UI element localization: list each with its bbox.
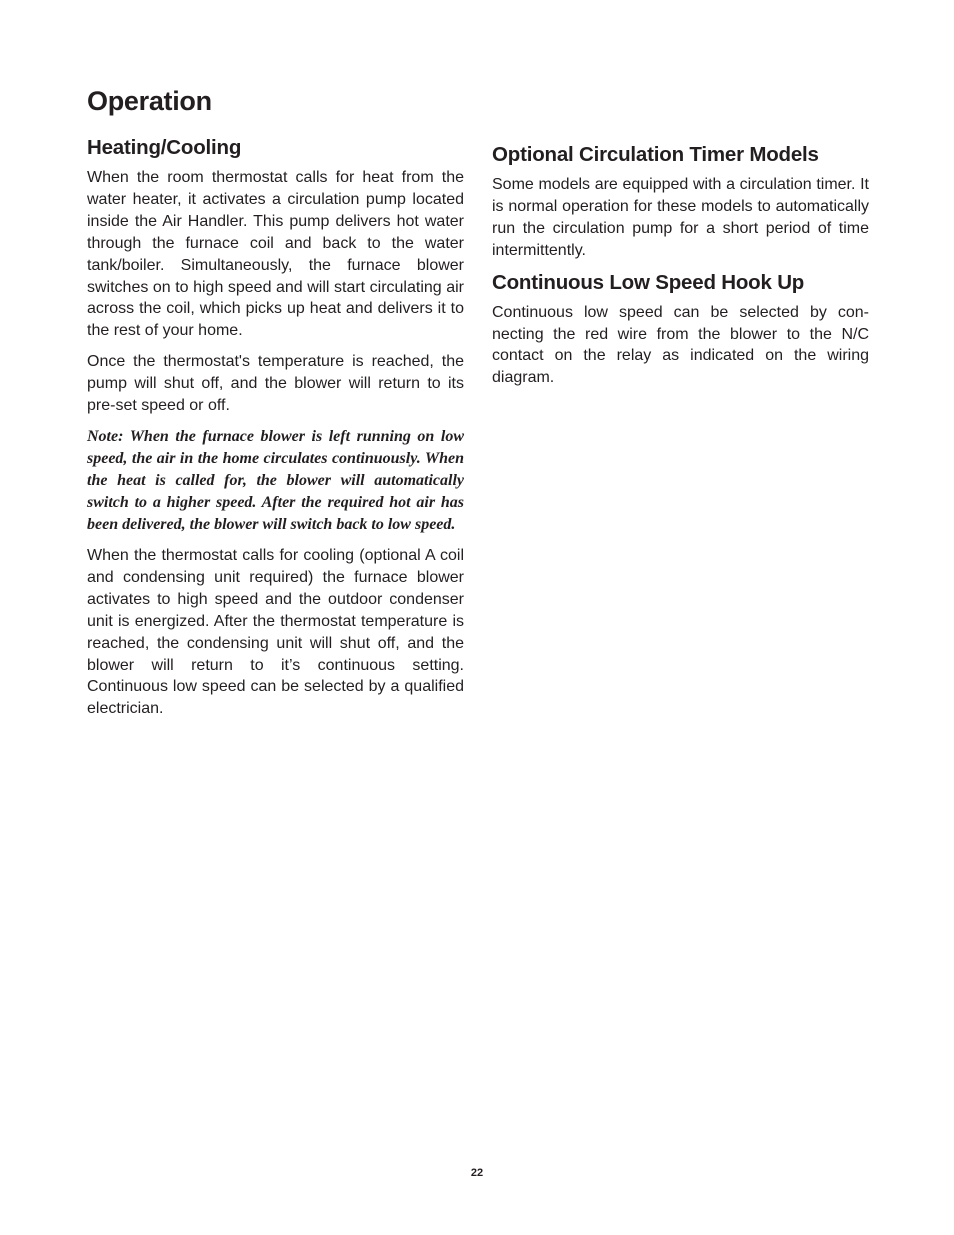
right-column xyxy=(492,143,869,398)
circulation-timer-heading: Optional Circulation Timer Models xyxy=(492,143,819,166)
circulation-timer-paragraph: Some models are equipped with a circulation timer. It is normal operation for these models to automatically run the circulation pump for a short period of time intermittently. xyxy=(492,176,869,259)
thermostat-reached-paragraph: Once the thermostat's temperature is reached, the pump will shut off, and the blower will return to its pre-set speed or off. xyxy=(87,353,464,415)
page-title: Operation xyxy=(87,86,212,116)
left-column xyxy=(87,136,464,729)
low-speed-hookup-paragraph: Continuous low speed can be selected by connecting the red wire from the blower to the N/C contact on the relay as indicated on the wiring diagram. xyxy=(492,303,869,387)
page-number: 22 xyxy=(470,1167,484,1179)
low-speed-hookup-heading: Continuous Low Speed Hook Up xyxy=(492,270,805,294)
cooling-paragraph: When the thermostat calls for cooling (optional A coil and condensing unit required) the furnace blower activates to high speed and the outdoor condenser unit is energized. After the thermostat temperature is reached, the condensing unit will shut off, and the blower will return to it’s continuous setting. Continuous low speed can be selected by a qualified electrician. xyxy=(87,546,464,718)
heating-paragraph: When the room thermostat calls for heat from the water heater, it activates a circulation pump located inside the Air Handler. This pump delivers hot water through the furnace coil and back to the water tank/boiler. Simultaneously, the furnace blower switches on to high speed and will start circulating air across the coil, which picks up heat and delivers it to the rest of your home. xyxy=(87,169,464,340)
heating-cooling-heading: Heating/Cooling xyxy=(87,136,242,159)
blower-note: Note: When the furnace blower is left running on low speed, the air in the home circulates continuously. When the heat is called for, the blower will automatically switch to a higher speed. After the required hot air has been delivered, the blower will switch back to low speed. xyxy=(87,427,464,533)
